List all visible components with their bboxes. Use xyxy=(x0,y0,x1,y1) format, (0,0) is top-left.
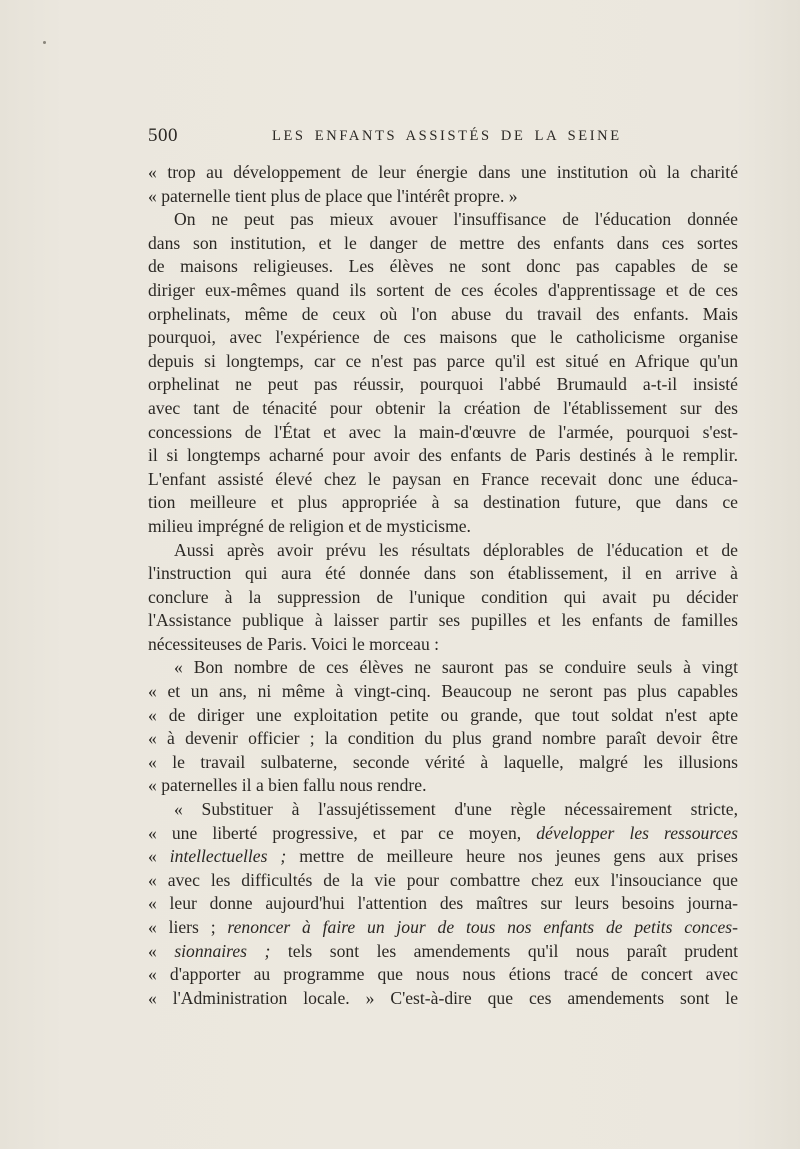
page-number: 500 xyxy=(148,125,178,146)
text-line: nécessiteuses de Paris. Voici le morceau : xyxy=(148,633,440,654)
text-segment: tels sont les amendements qu'il nous paraît prudent xyxy=(270,940,739,961)
italic-phrase: développer les ressources xyxy=(536,822,738,843)
text-line: « à devenir officier ; la condition du plus grand nombre paraît devoir être xyxy=(148,728,738,749)
text-line: milieu imprégné de religion et de mysticisme. xyxy=(148,515,471,536)
text-line: « l'Administration locale. » C'est-à-dire que ces amendements sont le xyxy=(148,987,738,1008)
text-segment: « xyxy=(148,846,170,867)
text-line: avec tant de ténacité pour obtenir la création de l'établissement sur des xyxy=(148,397,738,418)
text-line: « d'apporter au programme que nous nous étions tracé de concert avec xyxy=(148,964,738,985)
text-line: depuis si longtemps, car ce n'est pas parce qu'il est situé en Afrique qu'un xyxy=(148,350,738,371)
body-text xyxy=(148,161,738,1010)
text-segment: « une liberté progressive, et par ce moyen, xyxy=(148,822,537,843)
text-line: « leur donne aujourd'hui l'attention des maîtres sur leurs besoins journa- xyxy=(148,893,738,914)
text-line: On ne peut pas mieux avouer l'insuffisance de l'éducation donnée xyxy=(174,209,738,230)
page-header xyxy=(148,125,738,149)
running-title: LES ENFANTS ASSISTÉS DE LA SEINE xyxy=(272,128,622,144)
italic-phrase: intellectuelles ; xyxy=(169,846,287,867)
text-line xyxy=(148,822,738,846)
text-line: de maisons religieuses. Les élèves ne sont donc pas capables de se xyxy=(148,256,738,277)
text-line: l'Assistance publique à laisser partir ses pupilles et les enfants de familles xyxy=(148,610,738,631)
text-line: pourquoi, avec l'expérience de ces maisons que le catholicisme organise xyxy=(148,327,738,348)
text-line: « le travail sulbaterne, seconde vérité à laquelle, malgré les illusions xyxy=(148,751,738,772)
italic-phrase: sionnaires ; xyxy=(174,940,271,961)
text-line: conclure à la suppression de l'unique condition qui avait pu décider xyxy=(148,586,738,607)
paper-speck xyxy=(43,41,46,44)
text-line xyxy=(148,940,738,964)
text-segment: « xyxy=(148,940,175,961)
text-line: « paternelle tient plus de place que l'intérêt propre. » xyxy=(148,185,518,206)
text-line: dans son institution, et le danger de mettre des enfants dans ces sortes xyxy=(148,232,738,253)
text-line: L'enfant assisté élevé chez le paysan en France recevait donc une éduca- xyxy=(148,468,738,489)
text-line: « de diriger une exploitation petite ou grande, que tout soldat n'est apte xyxy=(148,704,738,725)
text-line: concessions de l'État et avec la main-d'œuvre de l'armée, pourquoi s'est- xyxy=(148,421,738,442)
text-segment: mettre de meilleure heure nos jeunes gens aux prises xyxy=(286,846,738,867)
text-line: orphelinat ne peut pas réussir, pourquoi l'abbé Brumauld a-t-il insisté xyxy=(148,374,738,395)
text-line: l'instruction qui aura été donnée dans son établissement, il en arrive à xyxy=(148,563,738,584)
text-line: « Substituer à l'assujétissement d'une règle nécessairement stricte, xyxy=(174,799,738,820)
text-line: « et un ans, ni même à vingt-cinq. Beaucoup ne seront pas plus capables xyxy=(148,681,738,702)
text-line: Aussi après avoir prévu les résultats déplorables de l'éducation et de xyxy=(174,539,738,560)
italic-phrase: renoncer à faire un jour de tous nos enfants de petits conces- xyxy=(227,917,739,937)
text-line: tion meilleure et plus appropriée à sa destination future, que dans ce xyxy=(148,492,738,513)
text-line: « avec les difficultés de la vie pour combattre chez eux l'insouciance que xyxy=(148,869,738,890)
text-line: « paternelles il a bien fallu nous rendre. xyxy=(148,775,427,796)
text-line xyxy=(148,845,738,869)
text-line: il si longtemps acharné pour avoir des enfants de Paris destinés à le remplir. xyxy=(148,445,738,466)
text-line: diriger eux-mêmes quand ils sortent de ces écoles d'apprentissage et de ces xyxy=(148,279,738,300)
text-segment: « liers ; xyxy=(148,917,228,937)
text-line xyxy=(148,916,738,940)
text-line: « trop au développement de leur énergie dans une institution où la charité xyxy=(148,162,738,182)
text-line: « Bon nombre de ces élèves ne sauront pas se conduire seuls à vingt xyxy=(174,657,738,678)
text-line: orphelinats, même de ceux où l'on abuse du travail des enfants. Mais xyxy=(148,303,738,324)
